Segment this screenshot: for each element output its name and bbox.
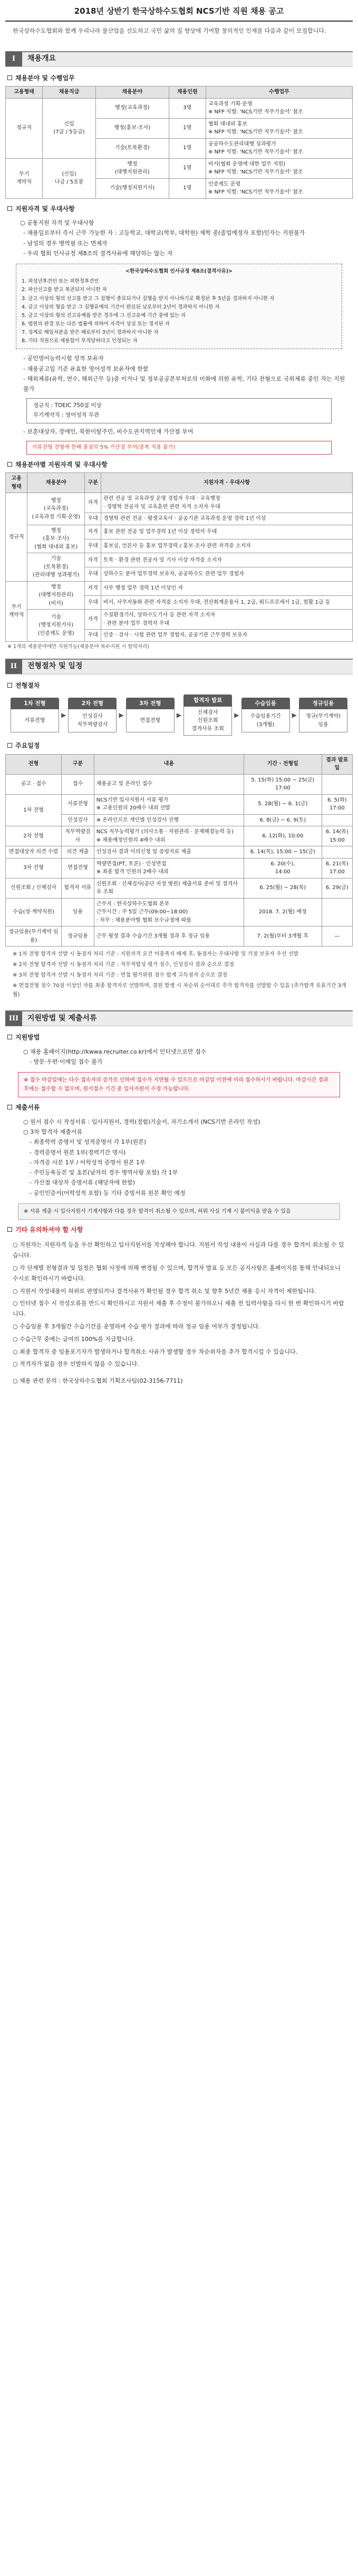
cell-kind: 인성검사 <box>62 814 94 826</box>
cell-field: 행정 (대행지원관리) <box>95 158 169 178</box>
column-header: 구분 <box>85 473 101 493</box>
list-item: 7. 징계로 해임처분을 받은 때로부터 3년이 경과하지 아니한 자 <box>22 330 159 336</box>
cell-field: 행정 (대행지원관리) (비서) <box>27 581 85 610</box>
table-row <box>6 581 353 595</box>
cell-period: 5. 15(화) 15:00 ~ 25(금) 17:00 <box>244 774 322 794</box>
cell-duty: 공공하수도관리대행 성과평가 ※ NFP 식별: 'NCS기반 직무기술서' 참조 <box>206 138 352 158</box>
docs-note: ※ 서류 제출 시 입사지원서 기재사항과 다를 경우 합격이 취소될 수 있으며, 허위 사실 기재 시 불이익을 받을 수 있음 <box>18 1203 340 1220</box>
step-body: 인성검사 직무역량검사 <box>68 709 117 732</box>
cell-period: 6. 8(금) ~ 6. 9(토) <box>244 814 322 826</box>
arrow-right-icon: ▶ <box>119 711 124 719</box>
step-head: 1차 전형 <box>11 698 59 709</box>
recruit-table <box>5 86 353 199</box>
cell-kind: 서류전형 <box>62 794 94 814</box>
list-item: ○ 3차 합격자 제출서류 <box>23 1128 83 1136</box>
checkbox-square-icon <box>7 1105 12 1109</box>
list-item: - 주민등록등본 및 초본(남자의 경우 병역사항 포함) 각 1부 <box>30 1169 178 1176</box>
note-item: ※ 2차 전형 합격자 선발 시 동점자 처리 기준 : 직무적합성 평가 점수, 인성검사 결과 순으로 결정 <box>13 962 234 968</box>
bonus-lead: - 보훈대상자, 장애인, 북한이탈주민, 비수도권지역인재 가산점 부여 <box>23 428 193 436</box>
section-header-3 <box>5 1010 353 1026</box>
subheading-schedule: 주요일정 <box>7 741 353 751</box>
cell-phase: 정규임용(무기계약 임용) <box>6 927 62 947</box>
cell-result: — <box>322 927 352 947</box>
list-item: ○ 원서 접수 시 작성서류 : 입사지원서, 경력(경험)기술서, 자기소개서 (NCS기반 온라인 작성) <box>23 1118 260 1125</box>
list-item: 무기계약직 : 영어성적 무관 <box>33 412 100 419</box>
cell-field: 행정 (교육과정) (교육과정 기획·운영) <box>27 493 85 525</box>
specific-table <box>5 472 353 642</box>
table-row <box>6 846 353 858</box>
cell-result: 6. 14(목) 15:00 <box>322 826 352 846</box>
table-row <box>6 98 353 118</box>
cell-content: 인성검사 결과 이의신청 및 증빙자료 제출 <box>94 846 244 858</box>
list-item: ○ 최종 합격자 중 임용포기자가 발생하거나 합격취소 사유가 발생할 경우 차순위자를 추가 합격시킬 수 있습니다. <box>13 1348 298 1355</box>
cell-phase: 신원조회 / 신체검사 <box>6 878 62 898</box>
docs-lines <box>5 1116 353 1200</box>
column-header: 기간 · 전형일 <box>244 754 322 774</box>
cell-result <box>322 846 352 858</box>
common-eligibility <box>5 217 353 261</box>
common-title: ○ 공통지원 자격 및 우대사항 <box>20 219 94 227</box>
column-header: 고용형태 <box>6 86 43 99</box>
footnote: ※ 1개의 채용분야에만 지원가능(채용분야 복수지원 시 탈락처리) <box>7 643 149 650</box>
bonus-box: 서류전형 전형에 한해 총점의 5% 가산점 부여(중복 적용 불가) <box>26 441 332 455</box>
column-header: 채용분야 <box>95 86 169 99</box>
column-header: 채용분야 <box>27 473 85 493</box>
list-item: - 공인인증서(어학성적 포함) 등 기타 증빙서류 원본 확인 예정 <box>30 1189 186 1197</box>
contact-line: ○ 채용 관련 문의 : 한국상하수도협회 기획조사팀(02-3156-7711) <box>13 1377 183 1385</box>
note-item: ※ 3차 전형 합격자 선발 시 동점자 처리 기준 : 면접 평가위원 점수 합계 고득점자 순으로 결정 <box>13 972 228 979</box>
list-item: 8. 기타 직원으로 채용함이 부적당하다고 인정되는 자 <box>22 338 138 344</box>
cell-field: 기술 (행정지원기사) (인증제도 운영) <box>27 610 85 642</box>
cell-tag: 우대 <box>85 567 101 582</box>
process-step <box>68 698 117 732</box>
table-row <box>6 610 353 630</box>
cell-content: NCS기반 입사지원서 서류 평가 ※ 고용인원의 20배수 내외 선발 <box>94 794 244 814</box>
cell-phase: 3차 전형 <box>6 858 62 878</box>
checkbox-square-icon <box>7 75 12 80</box>
cell-detail: 사무 행정 업무 경력 1년 이상인 자 <box>101 581 352 595</box>
cell-kind: 면접전형 <box>62 858 94 878</box>
step-head: 정규임용 <box>299 698 347 709</box>
cell-content: 채용공고 및 온라인 접수 <box>94 774 244 794</box>
table-row <box>6 898 353 927</box>
cell-content: ※ 온라인으로 개인별 인성검사 진행 <box>94 814 244 826</box>
table-row <box>6 794 353 814</box>
cell-result <box>322 774 352 794</box>
list-item: - 방문·우편·이메일 접수 불가 <box>30 1058 103 1065</box>
subheading-recruit: 채용분야 및 수행업무 <box>7 73 353 83</box>
list-item: ○ 지원서 작성내용이 허위로 판명되거나 결격사유가 확인될 경우 합격 취소 및 향후 5년간 채용 응시 자격이 제한됩니다. <box>13 1287 316 1295</box>
cell-detail: 관련 전공 및 교육과정 운영 경험자 우대 · 교육행정 · 경영학 전공자 및 교육훈련 관련 자격 소지자 우대 <box>101 493 352 513</box>
cell-tag: 우대 <box>85 539 101 553</box>
column-header: 채용직급 <box>43 86 96 99</box>
column-header: 지원자격 · 우대사항 <box>101 473 352 493</box>
cell-tag: 자격 <box>85 581 101 595</box>
cell-tag: 자격 <box>85 610 101 630</box>
list-item: 2. 파산선고를 받고 복권되지 아니한 자 <box>22 287 107 293</box>
table-header-row <box>6 473 353 493</box>
cell-duty: 협회 대내외 홍보 ※ NFP 식별: 'NCS기반 직무기술서' 참조 <box>206 118 352 138</box>
step-body: 정규(무기계약) 임용 <box>299 709 347 732</box>
step-head: 합격자 발표 <box>183 694 232 706</box>
cell-field: 기술 (토목환경) (관리대행 성과평가) <box>27 553 85 582</box>
checkbox-square-icon <box>7 683 12 688</box>
cell-grade: 신입 (7급 / 5등급) <box>43 98 96 158</box>
step-body: 수습임용기간 (3개월) <box>241 709 290 732</box>
disqualification-box <box>16 264 342 349</box>
cell-type: 무기 계약직 <box>6 581 27 641</box>
section-title: 전형절차 및 일정 <box>27 662 83 671</box>
cell-type: 정규직 <box>6 98 43 158</box>
cell-field: 행정 (홍보·조사) (협회 대내외 홍보) <box>27 525 85 553</box>
score-box <box>26 398 332 423</box>
cell-content: NCS 직무능력평가 (의사소통 · 자원관리 · 문제해결능력 등) ※ 채용예정인원의 4배수 내외 <box>94 826 244 846</box>
cell-grade: (신입) 나급 / 5호봉 <box>43 158 96 198</box>
process-flow <box>11 694 347 736</box>
column-header: 전형 <box>6 754 62 774</box>
intro-text: 한국상하수도협회와 함께 우리나라 물산업을 선도하고 국민 삶의 질 향상에 기여할 창의적인 인재를 다음과 같이 모집합니다. <box>13 27 326 35</box>
list-item: - 가산점 대상자 증명서류 (해당자에 한함) <box>30 1179 136 1186</box>
step-body: 면접전형 <box>126 709 175 732</box>
list-item: ○ 수습임용 후 3개월간 수습기간을 운영하며 수습 평가 결과에 따라 정규 임용 여부가 결정됩니다. <box>13 1323 260 1330</box>
cell-detail: 홍보 관련 전공 및 업무경력 1년 이상 경력자 우대 <box>101 525 352 539</box>
list-item: - 채용공고일 기준 유효한 영어성적 보유자에 한함 <box>23 365 149 372</box>
cell-kind: 정규임용 <box>62 927 94 947</box>
list-item: - 채용일로부터 즉시 근무 가능한 자 : 고등학교, 대학교(학부, 대학원) 재학 중(졸업예정자 포함)인자는 지원불가 <box>23 229 305 237</box>
process-step <box>126 698 175 732</box>
schedule-table <box>5 754 353 947</box>
table-row <box>6 858 353 878</box>
cell-field: 기술(행정지원기사) <box>95 178 169 198</box>
cell-kind: 의견 제출 <box>62 846 94 858</box>
cell-phase: 2차 전형 <box>6 826 62 846</box>
subheading-other: 기타 유의하셔야 할 사항 <box>7 1225 353 1235</box>
list-item: - 최종학력 증명서 및 성적증명서 각 1부(원본) <box>30 1139 147 1146</box>
cell-tag: 우대 <box>85 630 101 642</box>
list-item: 4. 금고 이상의 형을 받고 그 집행유예의 기간이 완료된 날로부터 2년이 경과하지 아니한 자 <box>22 304 220 310</box>
cell-period: 7. 2(월)부터 3개월 후 <box>244 927 322 947</box>
section-header-1 <box>5 51 353 67</box>
section-number: I <box>5 52 22 66</box>
extra-eligibility <box>5 352 353 396</box>
column-header: 채용인원 <box>169 86 206 99</box>
cell-duty: 교육과정 기획·운영 ※ NFP 식별: 'NCS기반 직무기술서' 참조 <box>206 98 352 118</box>
other-lines <box>5 1238 353 1374</box>
cell-tag: 자격 <box>85 493 101 513</box>
cell-tag: 우대 <box>85 513 101 525</box>
cell-kind: 합격자 서류 <box>62 878 94 898</box>
list-item: - 자격증 사본 1부 / 어학성적 증명서 원본 1부 <box>30 1159 146 1166</box>
cell-duty: 비서(협회 운영에 대한 업무 지원) ※ NFP 식별: 'NCS기반 직무기술서' 참조 <box>206 158 352 178</box>
cell-result <box>322 898 352 927</box>
subheading-eligibility: 지원자격 및 우대사항 <box>7 204 353 214</box>
note-item: ※ 면접전형 점수 70점 이상인 자를 최종 합격자로 선발하며, 결원 발생 시 차순위 순서대로 추가 합격자를 선발할 수 있음 (추가합격 유효기간 3개월) <box>13 983 346 998</box>
list-item: - 남성의 경우 병역필 또는 면제자 <box>23 239 108 247</box>
method-warning: ※ 접수 마감일에는 다수 접속자의 증가로 인하여 접수가 지연될 수 있으므로 마감일 이전에 미리 접수하시기 바랍니다. 마감시간 경과 후에는 접수할 수 없으며, 원서접수 기간 중 입사지원서 수정 가능합니다. <box>18 1072 340 1097</box>
cell-content: 역량면접(PT, 토론) · 인성면접 ※ 최종 합격 인원의 2배수 내외 <box>94 858 244 878</box>
cell-result: 6. 29(금) <box>322 878 352 898</box>
cell-result <box>322 814 352 826</box>
table-header-row <box>6 86 353 99</box>
cell-phase: 공고 · 접수 <box>6 774 62 794</box>
box-title: <한국상하수도협회 인사규정 제8조(결격사유)> <box>125 268 233 275</box>
cell-field: 행정(교육과정) <box>95 98 169 118</box>
list-item: ○ 인터넷 접수 시 작성오류를 반드시 확인하시고 지원서 제출 후 수정이 불가하오니 제출 전 입력사항을 다시 한 번 확인하시기 바랍니다. <box>13 1300 344 1318</box>
process-step <box>299 698 347 732</box>
table-row <box>6 553 353 567</box>
list-item: - 공인영어능력시험 성적 보유자 <box>23 355 104 362</box>
cell-content: 근무지 : 한국상하수도협회 본부 근무시간 : 주 5일 근무(09:00~18:00) · 처우 : 채용분야별 협회 보수규정에 따름 <box>94 898 244 927</box>
cell-tag: 자격 <box>85 525 101 539</box>
cell-tag: 우대 <box>85 595 101 610</box>
cell-detail: 경영학 관련 전공 · 평생교육사 · 공공기관 교육과정 운영 경력 1년 이상 <box>101 513 352 525</box>
process-step <box>11 698 59 732</box>
section-title: 채용개요 <box>27 54 56 63</box>
process-step <box>241 698 290 732</box>
cell-detail: 상하수도 분야 업무경력 보유자, 공공하수도 관련 업무 경험자 <box>101 567 352 582</box>
list-item: ○ 각 단계별 전형결과 및 일정은 협회 사정에 의해 변경될 수 있으며, 합격자 발표 등 모든 공지사항은 홈페이지를 통해 안내되오니 수시로 확인하시기 바랍니다. <box>13 1265 341 1282</box>
cell-period: 6. 14(목), 15:00 ~ 15(금) <box>244 846 322 858</box>
checkbox-square-icon <box>7 462 12 467</box>
list-item: ○ 적격자가 없을 경우 선발하지 않을 수 있습니다. <box>13 1361 139 1368</box>
cell-period: 2018. 7. 2(월) 예정 <box>244 898 322 927</box>
cell-phase: 면접대상자 의견 수렴 <box>6 846 62 858</box>
cell-detail: 수질환경기사, 상하수도기사 등 관련 자격 소지자 · 관련 분야 업무 경력자 우대 <box>101 610 352 630</box>
arrow-right-icon: ▶ <box>292 711 297 719</box>
table-row <box>6 927 353 947</box>
column-header: 내용 <box>94 754 244 774</box>
column-header: 구분 <box>62 754 94 774</box>
section-header-2 <box>5 659 353 674</box>
method-lines <box>5 1046 353 1069</box>
section-title: 지원방법 및 제출서류 <box>27 1014 97 1022</box>
cell-period: 6. 12(화), 10:00 <box>244 826 322 846</box>
cell-detail: 토목 · 환경 관련 전공자 및 기사 이상 자격증 소지자 <box>101 553 352 567</box>
cell-detail: 홍보실, 언론사 등 홍보 업무경력 / 홍보·조사 관련 자격증 소지자 <box>101 539 352 553</box>
column-header: 결과 발표일 <box>322 754 352 774</box>
cell-count: 1명 <box>169 178 206 198</box>
table-row <box>6 878 353 898</box>
cell-field: 행정(홍보·조사) <box>95 118 169 138</box>
arrow-right-icon: ▶ <box>176 711 182 719</box>
cell-content: 근무 평정 결과 수습기간 3개월 경과 후 정규 임용 <box>94 927 244 947</box>
column-header: 고용 형태 <box>6 473 27 493</box>
cell-field: 기술(토목환경) <box>95 138 169 158</box>
subheading-docs: 제출서류 <box>7 1103 353 1113</box>
checkbox-square-icon <box>7 1227 12 1232</box>
table-row <box>6 525 353 539</box>
cell-type: 무기 계약직 <box>6 158 43 198</box>
note-item: ※ 1차 전형 합격자 선발 시 동점자 처리 기준 : 지원자격 요건 미충족자 배제 후, 동점자는 우대사항 및 가점 보유자 우선 선발 <box>13 951 299 958</box>
checkbox-square-icon <box>7 206 12 211</box>
cell-period: 5. 28(월) ~ 6. 1(금) <box>244 794 322 814</box>
list-item: 5. 금고 이상의 형의 선고유예를 받은 경우에 그 선고유예 기간 중에 있는 자 <box>22 312 186 319</box>
cell-count: 3명 <box>169 98 206 118</box>
cell-detail: 인증 · 검사 · 시험 관련 업무 경험자, 공공기관 근무경력 보유자 <box>101 630 352 642</box>
cell-result: 6. 5(화) 17:00 <box>322 794 352 814</box>
table-row <box>6 774 353 794</box>
cell-kind: 임용 <box>62 898 94 927</box>
schedule-notes <box>5 947 353 1003</box>
cell-phase: 1차 전형 <box>6 794 62 826</box>
cell-tag: 자격 <box>85 553 101 567</box>
cell-count: 1명 <box>169 158 206 178</box>
list-item: 1. 피성년후견인 또는 피한정후견인 <box>22 278 99 285</box>
step-head: 수습임용 <box>241 698 290 709</box>
subheading-method: 지원방법 <box>7 1033 353 1043</box>
cell-period: 6. 20(수), 14:00 <box>244 858 322 878</box>
table-row <box>6 826 353 846</box>
table-row <box>6 158 353 178</box>
cell-detail: 비서, 사무자동화 관련 자격증 소지자 우대, 전산회계운용사 1, 2급, 워드프로세서 1급, 컴활 1급 등 <box>101 595 352 610</box>
cell-kind: 직무역량검사 <box>62 826 94 846</box>
step-body: 신체검사 신원조회 결격사유 조회 <box>183 707 232 736</box>
cell-count: 1명 <box>169 118 206 138</box>
list-item: ○ 채용 홈페이지(http://kwwa.recruiter.co.kr)에서 인터넷으로만 접수 <box>23 1048 207 1055</box>
cell-type: 정규직 <box>6 493 27 582</box>
table-header-row <box>6 754 353 774</box>
list-item: ○ 지원자는 지원자격 등을 우선 확인하고 입사지원서를 작성해야 합니다. 지원서 작성 내용이 사실과 다를 경우 합격이 취소될 수 있습니다. <box>13 1241 344 1259</box>
cell-period: 6. 25(월) ~ 28(목) <box>244 878 322 898</box>
section-number: III <box>5 1011 22 1026</box>
section-number: II <box>5 659 22 674</box>
list-item: 6. 법원의 판결 또는 다른 법률에 의하여 자격이 상실 또는 정지된 자 <box>22 321 170 327</box>
checkbox-square-icon <box>7 1035 12 1039</box>
cell-count: 1명 <box>169 138 206 158</box>
step-head: 2차 전형 <box>68 698 117 709</box>
cell-content: 신원조회 · 신체검사(공단 지정 병원) 제출서류 준비 및 결격사유 조회 <box>94 878 244 898</box>
arrow-right-icon: ▶ <box>234 711 239 719</box>
cell-kind: 접수 <box>62 774 94 794</box>
list-item: - 경력증명서 원본 1부(경력기간 명시) <box>30 1149 126 1156</box>
arrow-right-icon: ▶ <box>61 711 66 719</box>
cell-result: 6. 21(목) 17:00 <box>322 858 352 878</box>
checkbox-square-icon <box>7 743 12 748</box>
list-item: - 우리 협회 인사규정 제8조의 결격사유에 해당하는 않는 자 <box>23 249 173 257</box>
table-row <box>6 493 353 513</box>
cell-duty: 인증제도 운영 ※ NFP 식별: 'NCS기반 직무기술서' 참조 <box>206 178 352 198</box>
list-item: ○ 수습근무 중에는 급여의 100%를 지급합니다. <box>13 1335 136 1343</box>
list-item: 정규직 : TOEIC 750점 이상 <box>33 402 102 409</box>
process-step <box>183 694 232 736</box>
list-item: 3. 금고 이상의 형의 선고를 받고 그 집행이 종료되거나 집행을 받지 아니하기로 확정된 후 5년을 경과하지 아니한 자 <box>22 295 275 302</box>
column-header: 수행업무 <box>206 86 352 99</box>
cell-phase: 수습(정·계약직원) <box>6 898 62 927</box>
step-head: 3차 전형 <box>126 698 175 709</box>
list-item: - 해외체류(유학, 연수, 해외근무 등)중 이거나 및 정부공공본부처로의 미화에 의한 유학, 기타 전형으로 국외체류 중인 자는 지원 불가 <box>23 375 345 393</box>
subheading-flow: 전형절차 <box>7 681 353 691</box>
page-title: 2018년 상반기 한국상하수도협회 NCS기반 직원 채용 공고 <box>5 3 353 22</box>
step-body: 서류전형 <box>11 709 59 732</box>
subheading-specific: 채용분야별 지원자격 및 우대사항 <box>7 460 353 470</box>
